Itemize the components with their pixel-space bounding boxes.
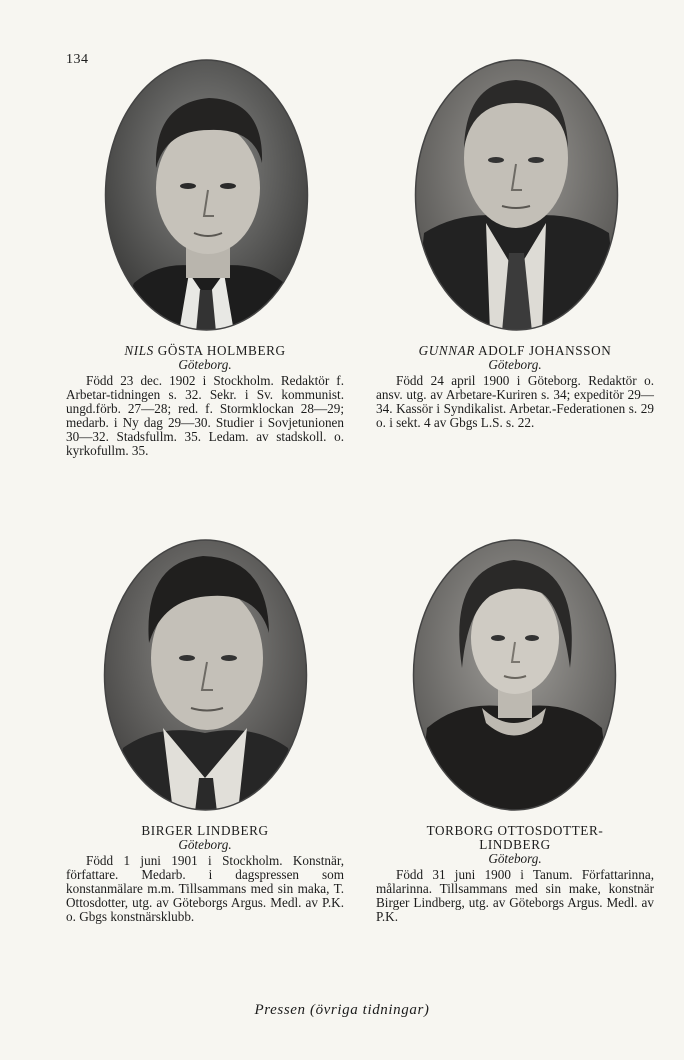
entry-city: Göteborg. [488,851,542,866]
entry-bio: Född 24 april 1900 i Göteborg. Redaktör o. ansv. utg. av Arbetare-Kuriren s. 34; expeditör 29—34. Kassör i Syndikalist. Arbetar.-Federationen s. 29 o. i sekt. 4 av Gbgs L.S. s. 22. [376,373,654,430]
entry-bio: Född 23 dec. 1902 i Stockholm. Redaktör f. Arbetar-tidningen s. 32. Sekr. i Sv. kommunist. ungd.förb. 27—28; red. f. Stormklockan 28—29; medarb. i Ny dag 29—30. Studier i Sovjetunionen 30—32. Stadsfullm. 35. Ledam. av stadskoll. o. kyrkofullm. 35. [66,373,344,458]
page-number: 134 [66,52,89,67]
entry-bio: Född 1 juni 1901 i Stockholm. Konstnär, författare. Medarb. i dagspressen som konstanmälare m.m. Tillsammans med sin maka, T. Ottosdotter, utg. av Göteborgs Argus. Medl. av P.K. o. Gbgs konstnärsklubb. [66,853,344,924]
entry-city: Göteborg. [178,837,232,852]
portrait-nils-gosta-holmberg [104,58,309,332]
running-footer: Pressen (övriga tidningar) [254,1002,430,1018]
entry-name: NILS GÖSTA HOLMBERG [124,343,286,358]
entry-nils-gosta-holmberg [66,344,344,458]
entry-name: BIRGER LINDBERG [141,823,269,838]
entry-gunnar-adolf-johansson [376,344,654,430]
entry-name: TORBORG OTTOSDOTTER-LINDBERG [426,823,604,852]
entry-bio: Född 31 juni 1900 i Tanum. Författarinna, målarinna. Tillsammans med sin make, konstnär Birger Lindberg, utg. av Göteborgs Argus. Medl. av P.K. [376,867,654,924]
portrait-birger-lindberg [103,538,308,812]
entry-city: Göteborg. [178,357,232,372]
portrait-gunnar-adolf-johansson [414,58,619,332]
entry-torborg-ottosdotter-lindberg [376,824,654,924]
portrait-torborg-ottosdotter-lindberg [412,538,617,812]
entry-birger-lindberg [66,824,344,924]
entry-name: GUNNAR ADOLF JOHANSSON [418,343,612,358]
entry-city: Göteborg. [488,357,542,372]
